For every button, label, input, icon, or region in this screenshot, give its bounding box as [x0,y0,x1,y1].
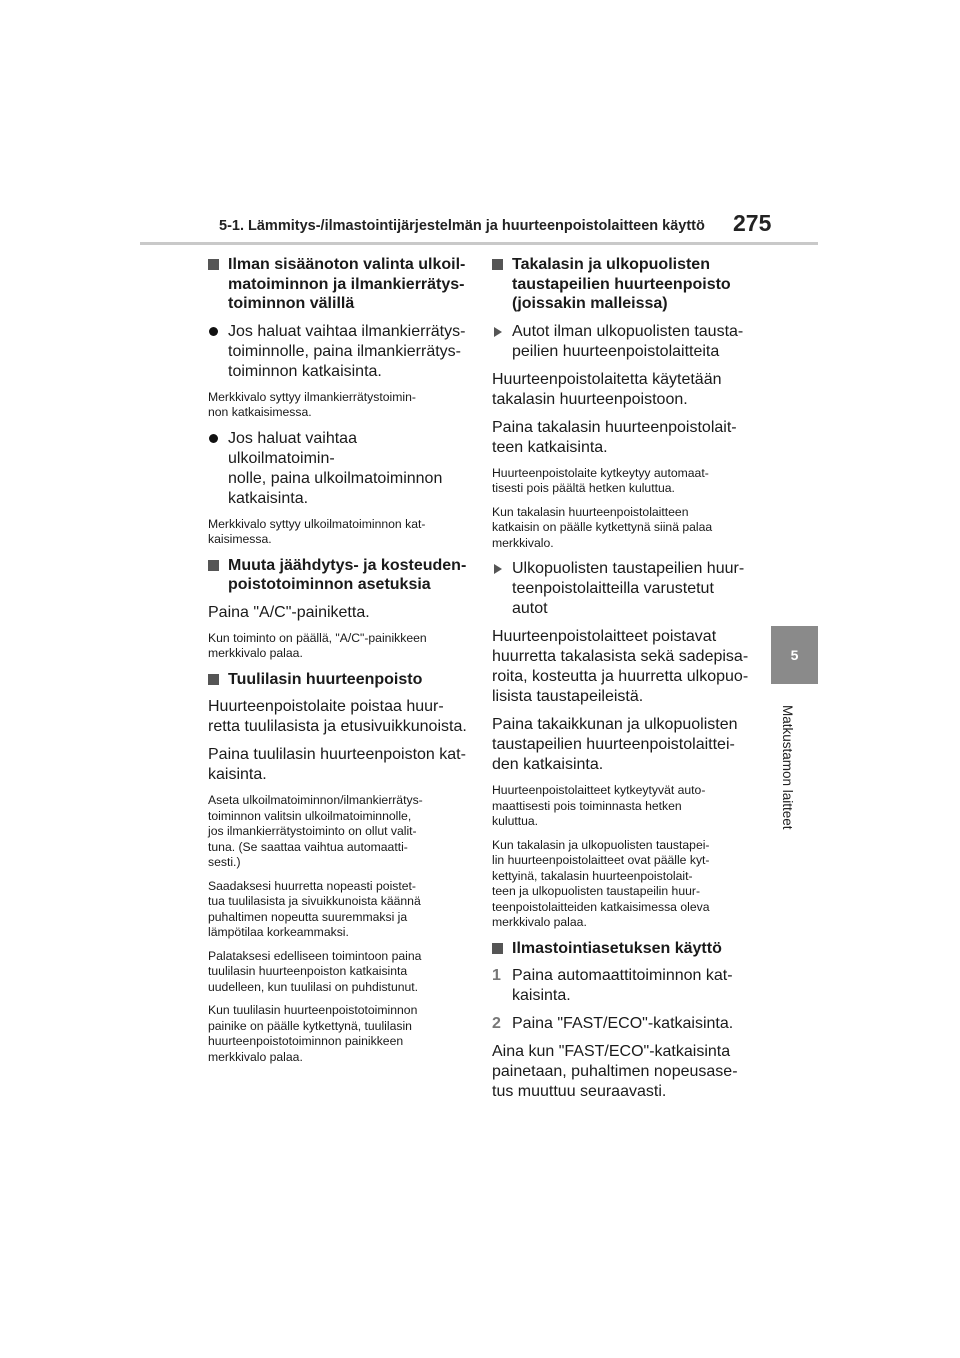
section-heading [208,556,468,595]
bullet-item [208,429,468,509]
note-body: Kun takalasin ja ulkopuolisten taustapei- lin huurteenpoistolaitteet ovat päälle kyt- kettyinä, takalasin huurteenpoistolait- teen ja ulkopuolisten taustapeilin huur- teenpoistolaitteiden katkaisimessa oleva merkkivalo palaa. [492,837,710,929]
note-body: Aseta ulkoilmatoiminnon/ilmankierrätys- toiminnon valitsin ulkoilmatoiminnolle, jos ilmankierrätystoiminto on ollut valit- tuna. (Se saattaa vaihtua automaatti- sesti.) [208,793,423,869]
bullet-text: Jos haluat vaihtaa ulkoilmatoimin- nolle, paina ulkoilmatoiminnon katkaisinta. [228,429,443,507]
note-body: Merkkivalo syttyy ilmankierrätystoimin- non katkaisimessa. [208,389,416,419]
heading-text: Tuulilasin huurteenpoisto [228,670,423,688]
square-bullet-icon [208,560,219,571]
paragraph [492,627,752,707]
note-body: Kun takalasin huurteenpoistolaitteen katkaisin on päälle kytkettynä siinä palaa merkkivalo. [492,504,713,550]
square-bullet-icon [208,674,219,685]
note-body: Huurteenpoistolaitteet kytkeytyvät auto- maattisesti pois toiminnasta hetken kuluttua. [492,783,706,828]
paragraph [492,1042,752,1102]
section-heading [492,255,752,314]
note-text [208,879,468,941]
note-text [492,505,752,552]
paragraph [208,697,468,737]
note-text [492,466,752,497]
note-body: Saadaksesi huurretta nopeasti poistet- tua tuulilasista ja sivuikkunoista käännä puhaltimen nopeutta suuremmaksi ja lämpötilaa korkeammaksi. [208,878,421,939]
note-body: Kun toiminto on päällä, "A/C"-painikkeen merkkivalo palaa. [208,630,427,660]
section-title: 5-1. Lämmitys-/ilmastointijärjestelmän ja huurteenpoistolaitteen käyttö [219,218,705,234]
left-column [208,255,468,1073]
step-number: 1 [492,967,501,984]
note-text [492,838,752,931]
note-text [208,793,468,871]
numbered-step [492,1014,752,1034]
note-body: Kun tuulilasin huurteenpoistotoiminnon painike on päälle kytkettynä, tuulilasin huurteenpoistotoiminnon painikkeen merkkivalo palaa. [208,1003,418,1064]
step-number: 2 [492,1015,501,1032]
note-body: Merkkivalo syttyy ulkoilmatoiminnon kat- kaisimessa. [208,516,426,546]
section-heading [492,939,752,959]
arrow-item [492,322,752,362]
paragraph-text: Aina kun "FAST/ECO"-katkaisinta painetaan, puhaltimen nopeusase- tus muuttuu seuraavasti. [492,1043,738,1100]
note-body: Palataksesi edelliseen toimintoon paina tuulilasin huurteenpoiston katkaisinta uudelleen, kun tuulilasi on puhdistunut. [208,948,422,994]
bullet-item [208,322,468,382]
paragraph [208,603,468,623]
note-text [208,631,468,662]
arrow-text: Ulkopuolisten taustapeilien huur- teenpoistolaitteilla varustetut autot [512,560,745,617]
step-text: Paina automaattitoiminnon kat- kaisinta. [512,967,733,1004]
section-heading [208,255,468,314]
paragraph-text: Huurteenpoistolaitetta käytetään takalasin huurteenpoistoon. [492,370,722,408]
heading-text: Takalasin ja ulkopuolisten taustapeilien huurteenpoisto (joissakin malleissa) [512,256,731,312]
arrow-text: Autot ilman ulkopuolisten tausta- peilien huurteenpoistolaitteita [512,322,744,360]
paragraph-text: Paina takaikkunan ja ulkopuolisten taustapeilien huurteenpoistolaittei- den katkaisinta. [492,716,738,773]
arrow-item [492,559,752,619]
heading-text: Muuta jäähdytys- ja kosteuden- poistotoiminnon asetuksia [228,556,467,593]
right-column [492,255,752,1110]
paragraph [492,418,752,458]
heading-text: Ilman sisäänoton valinta ulkoil- matoiminnon ja ilmankierrätys- toiminnon välillä [228,256,466,312]
square-bullet-icon [492,259,503,270]
paragraph [492,715,752,775]
paragraph [492,370,752,410]
round-bullet-icon [209,434,218,443]
paragraph-text: Paina tuulilasin huurteenpoiston kat- kaisinta. [208,746,466,783]
paragraph-text: Huurteenpoistolaitteet poistavat huurretta takalasista sekä sadepisa- roita, kosteutta ja huurretta ulkopuo- lisista taustapeileistä. [492,628,749,705]
note-text [208,1003,468,1065]
page-number: 275 [733,210,772,236]
chapter-title: Matkustamon laitteet [780,704,795,830]
bullet-text: Jos haluat vaihtaa ilmankierrätys- toiminnolle, paina ilmankierrätys- toiminnon katkaisinta. [228,322,466,380]
paragraph-text: Huurteenpoistolaite poistaa huur- retta tuulilasista ja etusivuikkunoista. [208,698,467,735]
note-text [492,783,752,830]
header-rule [140,242,818,245]
note-text [208,390,468,421]
triangle-arrow-icon [494,327,502,337]
triangle-arrow-icon [494,564,502,574]
square-bullet-icon [208,259,219,270]
round-bullet-icon [209,327,218,336]
heading-text: Ilmastointiasetuksen käyttö [512,939,722,957]
paragraph-text: Paina takalasin huurteenpoistolait- teen katkaisinta. [492,418,737,456]
note-text [208,949,468,996]
paragraph-text: Paina "A/C"-painiketta. [208,603,370,621]
numbered-step [492,966,752,1006]
section-heading [208,670,468,690]
note-text [208,517,468,548]
paragraph [208,745,468,785]
chapter-tab: 5 [771,626,818,684]
square-bullet-icon [492,943,503,954]
note-body: Huurteenpoistolaite kytkeytyy automaat- tisesti pois päältä hetken kuluttua. [492,465,709,495]
step-text: Paina "FAST/ECO"-katkaisinta. [512,1015,734,1032]
